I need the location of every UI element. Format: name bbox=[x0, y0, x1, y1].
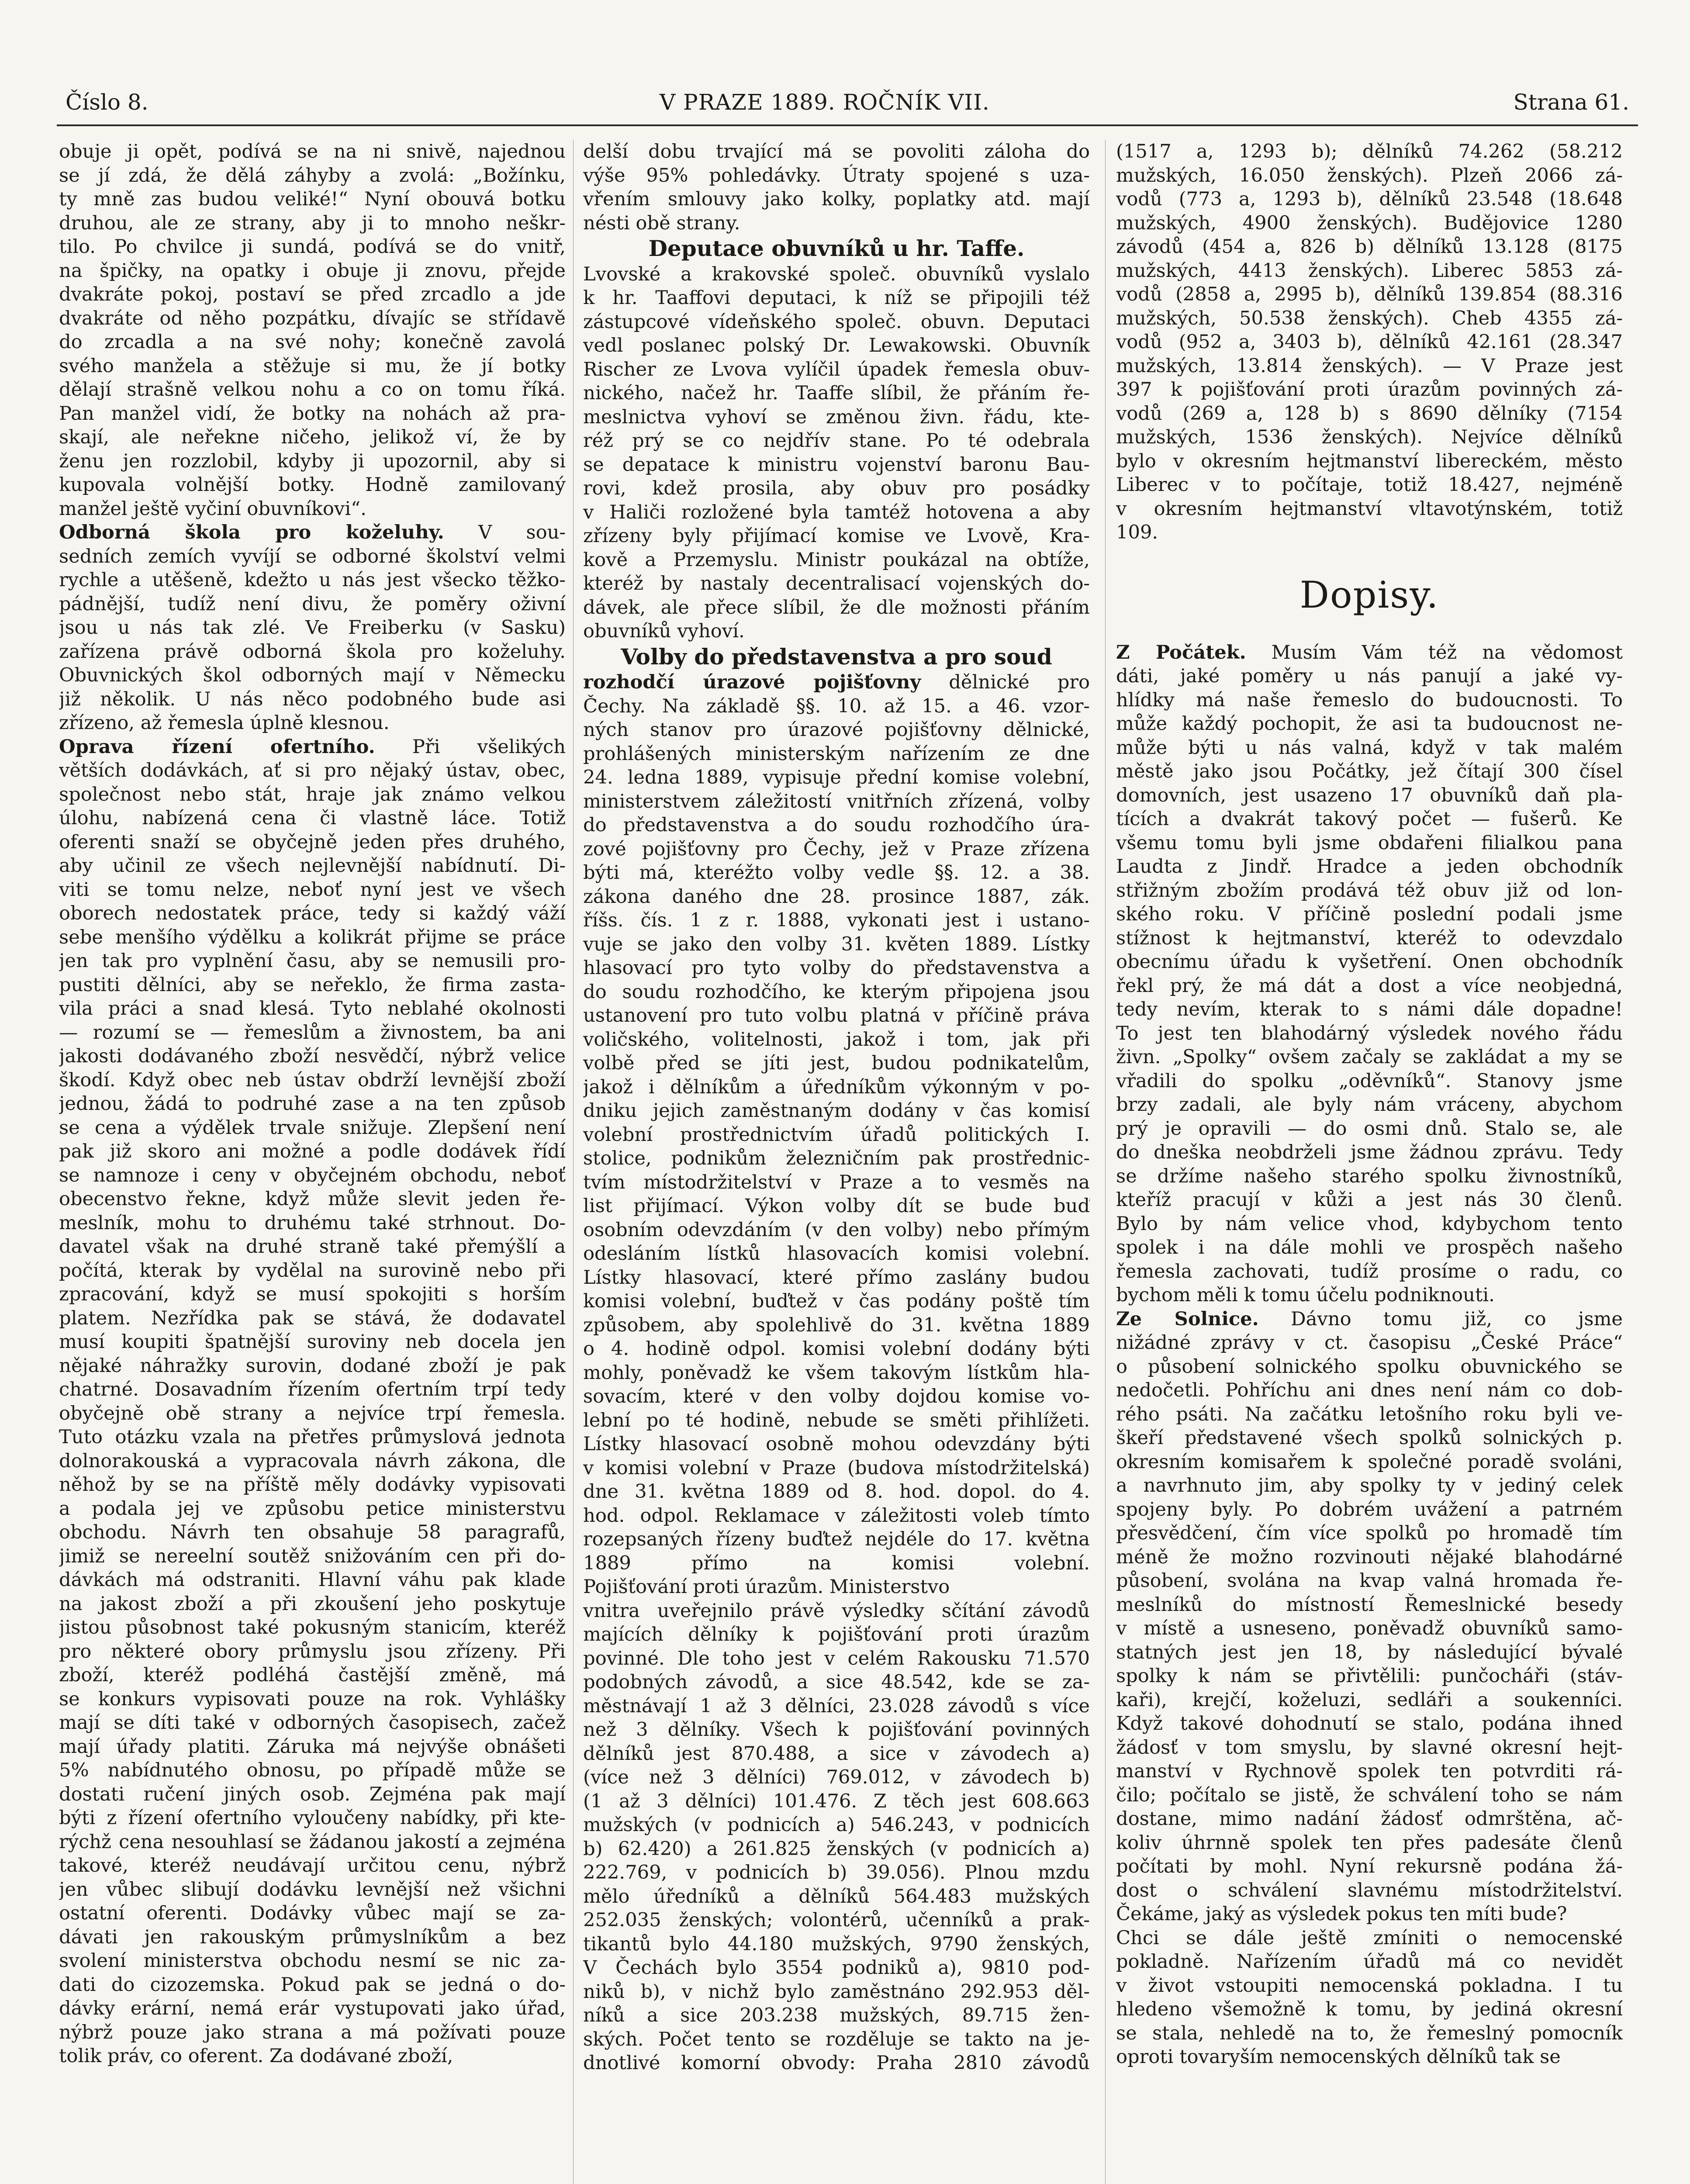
text-line: aby učinil ze všech nejlevnější nabídnutí. Di- bbox=[59, 855, 566, 877]
text-line: mužských, 16.050 ženských). Plzeň 2066 zá- bbox=[1116, 164, 1623, 187]
column-divider bbox=[1105, 140, 1106, 2184]
text-line: na jakost zboží a při zkoušení jeho poskytuje bbox=[59, 1593, 566, 1615]
text-line: dvakráte pokoj, postaví se před zrcadlo a jde bbox=[59, 283, 566, 305]
text-line: škodí. Když obec neb ústav obdrží levnější zboží bbox=[59, 1069, 566, 1091]
text-line: odesláním lístků hlasovacích komisi volební. bbox=[583, 1243, 1090, 1265]
text-line: povinné. Dle toho jest v celém Rakousku 71.570 bbox=[583, 1647, 1090, 1669]
text-line: dniku jejich zaměstnaným dodány v čas komisí bbox=[583, 1100, 1090, 1122]
text-line: do soudu rozhodčího, ke kterým připojena jsou bbox=[583, 981, 1090, 1003]
text-line: Chci se dále ještě zmíniti o nemocenské bbox=[1116, 1927, 1623, 1949]
text-line: počítati by mohl. Nyní rekursně podána žá- bbox=[1116, 1856, 1623, 1877]
text-line: zástupcové vídeňského společ. obuvn. Deputaci bbox=[583, 311, 1090, 333]
text-column-1 bbox=[59, 140, 566, 2184]
text-line: musí koupiti špatnější suroviny neb docela jen bbox=[59, 1331, 566, 1353]
text-line: škeří představené všech spolků solnických p. bbox=[1116, 1427, 1623, 1449]
article-heading: Deputace obuvníků u hr. Taffe. bbox=[648, 235, 1025, 261]
text-line: jednou, žádá to podruhé zase a na ten způsob bbox=[59, 1093, 566, 1115]
text-line: na špičky, na opatky i obuje ji znovu, přejde bbox=[59, 259, 566, 282]
text-line: dne 31. května 1889 od 8. hod. dopol. do 4. bbox=[583, 1481, 1090, 1503]
text-line: o působení solnického spolku obuvnického se bbox=[1116, 1355, 1623, 1378]
text-line: — rozumí se — řemeslům a živnostem, ba ani bbox=[59, 1021, 566, 1044]
text-line: nižádné zprávy v ct. časopisu „České Práce“ bbox=[1116, 1332, 1623, 1354]
text-line: dolnorakouská a vypracovala návrh zákona, dle bbox=[59, 1450, 566, 1472]
text-line: v Haliči rozložené byla tamtéž hotovena a aby bbox=[583, 501, 1090, 523]
text-line: dostati ručení jiných osob. Zejména pak mají bbox=[59, 1783, 566, 1805]
text-line: dnotlivé komorní obvody: Praha 2810 závodů bbox=[583, 2052, 1090, 2074]
text-line: společnost nebo stát, hraje jak známo velkou bbox=[59, 783, 566, 805]
text-line: manžel ještě vyčiní obuvníkovi“. bbox=[59, 498, 366, 520]
text-column-3 bbox=[1116, 140, 1623, 2184]
text-line: volbě před se jíti jest, budou podnikatelům, bbox=[583, 1052, 1090, 1074]
text-line: níků a sice 203.238 mužských, 89.715 žen- bbox=[583, 2004, 1090, 2026]
text-line: Obuvnických škol odborných mají v Německu bbox=[59, 664, 566, 686]
article-heading: Volby do představenstva a pro soud bbox=[621, 643, 1052, 670]
text-line: stolice, podnikům železničním pak prostřednic- bbox=[583, 1147, 1090, 1169]
text-line: výše 95% pohledávky. Útraty spojené s uza- bbox=[583, 164, 1090, 187]
text-line: tedy nevím, kterak to s námi dále dopadne! bbox=[1116, 999, 1623, 1020]
page-header bbox=[66, 90, 1629, 120]
text-line: volební prostřednictvím úřadů politických I. bbox=[583, 1123, 1090, 1146]
column-divider bbox=[573, 140, 574, 2184]
text-line: druhou, ale ze strany, aby ji to mnoho neškr- bbox=[59, 212, 566, 234]
header-rule bbox=[57, 124, 1638, 126]
text-line: vuje se jako den volby 31. květen 1889. Lístky bbox=[583, 933, 1090, 955]
text-line: Lvovské a krakovské společ. obuvníků vyslalo bbox=[583, 263, 1090, 285]
text-line: jen tak pro vyplnění času, aby se nemusili pro- bbox=[59, 950, 566, 972]
text-line: Když takové dohodnutí se stalo, podána ihned bbox=[1116, 1713, 1623, 1735]
text-line: větších dodávkách, ať si pro nějaký ústav, obec, bbox=[59, 760, 566, 781]
issue-number: Číslo 8. bbox=[66, 90, 149, 115]
text-line: zboží, kteréž podléhá častější změně, má bbox=[59, 1664, 566, 1686]
text-line: Čekáme, jaký as výsledek pokus ten míti bude? bbox=[1116, 1903, 1567, 1925]
text-line: v místě a usneseno, poněvadž obuvníků samo- bbox=[1116, 1617, 1623, 1639]
text-line: a navrhnuto jim, aby spolky ty v jediný celek bbox=[1116, 1475, 1623, 1496]
text-line: (více než 3 dělníci) 769.012, v závodech b) bbox=[583, 1766, 1090, 1788]
page-number: Strana 61. bbox=[1513, 90, 1629, 115]
text-line: vedl poslanec polský Dr. Lewakowski. Obuvník bbox=[583, 335, 1090, 356]
text-line: mělo úředníků a dělníků 564.483 mužských bbox=[583, 1885, 1090, 1908]
text-line: kupovala volnější botky. Hodně zamilovaný bbox=[59, 474, 566, 496]
text-line: platem. Nezřídka pak se stává, že dodavatel bbox=[59, 1307, 566, 1329]
text-line: jakosti dodávaného zboží nesvědčí, nýbrž velice bbox=[59, 1045, 566, 1067]
text-line: obecenstvo řekne, když může slevit jeden ře- bbox=[59, 1188, 566, 1210]
text-line: dávati jen rakouským průmyslníkům a bez bbox=[59, 1926, 566, 1948]
text-line: Pojišťování proti úrazům. Ministerstvo bbox=[583, 1576, 950, 1598]
text-line: se držíme našeho starého spolku živnostníků, bbox=[1116, 1165, 1623, 1187]
text-line: se stala, nehledě na to, že řemeslný pomocník bbox=[1116, 2022, 1623, 2044]
text-line: kaři), krejčí, koželuzi, sedláři a soukenníci. bbox=[1116, 1689, 1623, 1711]
article-lead-in: Ze Solnice. bbox=[1116, 1307, 1259, 1330]
text-line: o 4. hodině odpol. komisi volební dodány býti bbox=[583, 1338, 1090, 1360]
text-line: tolik práv, co oferent. Za dodávané zboží, bbox=[59, 2045, 453, 2067]
text-line: 24. ledna 1889, vypisuje přední komise volební, bbox=[583, 767, 1090, 788]
text-line: spolky k nám se přivtělili: punčocháři (stáv- bbox=[1116, 1665, 1623, 1687]
text-line: manství v Rychnově spolek ten potvrditi rá- bbox=[1116, 1760, 1623, 1782]
text-line: zřízeno, až řemesla úplně klesnou. bbox=[59, 712, 390, 734]
text-line: rovi, kdež prosila, aby obuv pro posádky bbox=[583, 477, 1090, 499]
text-line: meslník, mohu to druhému také strhnout. Do- bbox=[59, 1212, 566, 1234]
text-line: vnitra uveřejnilo právě výsledky sčítání závodů bbox=[583, 1600, 1090, 1622]
text-line: oborech nedostatek práce, tedy si každý váží bbox=[59, 902, 566, 924]
text-line: sebe menšího výdělku a kolikrát přijme se práce bbox=[59, 926, 566, 948]
text-line: pádnější, tudíž není divu, že poměry oživní bbox=[59, 593, 566, 615]
text-line: V Čechách bylo 3554 podniků a), 9810 pod- bbox=[583, 1957, 1090, 1979]
text-line: úlohu, nabízená cena či vlastně láce. Totiž bbox=[59, 807, 566, 829]
text-line: obyčejně obě strany a nejvíce trpí řemesla. bbox=[59, 1402, 566, 1424]
text-line: hod. odpol. Reklamace v záležitosti voleb tímto bbox=[583, 1504, 1090, 1527]
text-line: svolení ministerstva obchodu nesmí se nic za- bbox=[59, 1950, 566, 1972]
text-line: stížnost k hejtmanství, kteréž to odevzdalo bbox=[1116, 927, 1623, 949]
text-line: ostatní oferenti. Dodávky vůbec mají se za- bbox=[59, 1902, 566, 1924]
text-line: sedních zemích vyvíjí se odborné školství velmi bbox=[59, 545, 566, 567]
text-line: zařízena právě odborná škola pro koželuhy. bbox=[59, 640, 566, 663]
text-line: dati do cizozemska. Pokud pak se jedná o do- bbox=[59, 1973, 566, 1996]
text-line: dávkách má odstraniti. Hlavní váhu pak klade bbox=[59, 1569, 566, 1591]
text-line: v život vstoupiti nemocenská pokladna. I tu bbox=[1116, 1974, 1623, 1997]
article-lead-in: rozhodčí úrazové pojišťovny bbox=[583, 671, 921, 693]
text-line: býti má, kteréžto volby vedle §§. 12. a 38. bbox=[583, 862, 1090, 884]
text-line: pak již skoro ani možné a podle dodávek řídí bbox=[59, 1140, 566, 1162]
text-line: může býti u nás valná, když v tak malém bbox=[1116, 736, 1623, 759]
text-line: méně že možno rozvinouti nějaké blahodárné bbox=[1116, 1546, 1623, 1568]
text-line: řekl prý, že má dát a dost a více neobjedná, bbox=[1116, 975, 1623, 997]
text-line: obchodu. Návrh ten obsahuje 58 paragrafů, bbox=[59, 1521, 566, 1543]
text-line: nického, načež hr. Taaffe slíbil, že přáním ře- bbox=[583, 382, 1090, 404]
text-line: domovních, jest usazeno 17 obuvníků daň pla- bbox=[1116, 784, 1623, 806]
text-line: do představenstva a do soudu rozhodčího úra- bbox=[583, 814, 1090, 836]
text-line: bylo v okresním hejtmanství libereckém, město bbox=[1116, 450, 1623, 472]
text-line: mužských (v podnicích a) 546.243, v podnicích bbox=[583, 1814, 1090, 1836]
text-line: tících a dvakrát takový počet — fušerů. Ke bbox=[1116, 808, 1623, 830]
text-line: řemesla zachovati, tudíž prosíme o radu, co bbox=[1116, 1260, 1623, 1282]
text-line: se jí zdá, že dělá záhyby a zvolá: „Božínku, bbox=[59, 164, 566, 187]
text-line: kteréž by nastaly decentralisací vojenských do- bbox=[583, 573, 1090, 594]
text-line: Laudta z Jindř. Hradce a jeden obchodník bbox=[1116, 856, 1623, 878]
text-line: tvím místodržitelství v Praze a to vesměs na bbox=[583, 1171, 1090, 1193]
text-line: mohly, poněvadž ke všem takovým lístkům hla- bbox=[583, 1362, 1090, 1384]
text-line: mužských, 4413 ženských). Liberec 5853 zá- bbox=[1116, 259, 1623, 282]
text-line: To jest ten blahodárný výsledek nového řádu bbox=[1116, 1022, 1623, 1044]
text-line: v komisi volební v Praze (budova místodržitelská) bbox=[583, 1457, 1090, 1479]
text-line: býti z řízení ofertního vyloučeny nabídky, při kte- bbox=[59, 1807, 566, 1829]
text-line: dostane, mimo nadání žádosť odmrštěna, ač- bbox=[1116, 1808, 1623, 1830]
text-line: říšs. čís. 1 z r. 1888, vykonati jest i ustano- bbox=[583, 909, 1090, 931]
text-line: mají se díti také v odborných časopisech, začež bbox=[59, 1712, 566, 1734]
text-line: brzy zadali, ale byly nám vráceny, abychom bbox=[1116, 1094, 1623, 1116]
text-line: 222.769, v podnicích b) 39.056). Plnou mzdu bbox=[583, 1862, 1090, 1883]
text-line: Liberec v to počítaje, totiž 18.427, nejméně bbox=[1116, 474, 1623, 496]
text-line: davatel však na druhé straně také přemýšlí a bbox=[59, 1236, 566, 1258]
text-line: ministerstvem záležitostí vnitřních zřízená, volby bbox=[583, 790, 1090, 812]
text-line: vodů (2858 a, 2995 b), dělníků 139.854 (88.316 bbox=[1116, 283, 1623, 305]
text-line: jimiž se nereelní soutěž snižováním cen při do- bbox=[59, 1545, 566, 1567]
text-line: se depatace k ministru vojenství baronu Bau- bbox=[583, 453, 1090, 476]
text-line: dost o schválení slavnému místodržitelství. bbox=[1116, 1879, 1623, 1901]
text-line: působení, svolána na kvap valná hromada ře- bbox=[1116, 1570, 1623, 1592]
text-line: živn. „Spolky“ ovšem začaly se zakládat a my se bbox=[1116, 1046, 1623, 1068]
text-line: svého manžela a stěžuje si mu, že jí botky bbox=[59, 355, 566, 377]
text-line: Oprava řízení ofertního. Při všelikých bbox=[59, 735, 566, 758]
text-line: 397 k pojišťování proti úrazům povinných zá- bbox=[1116, 379, 1623, 401]
text-line: do zrcadla a na své nohy; konečně zavolá bbox=[59, 331, 566, 353]
text-line: dělají strašně velkou nohu a co on tomu říká. bbox=[59, 379, 566, 401]
text-line: Rischer ze Lvova vylíčil úpadek řemesla obuv- bbox=[583, 358, 1090, 380]
text-line: (1 až 3 dělníci) 101.476. Z těch jest 608.663 bbox=[583, 1790, 1090, 1812]
text-line: zákona daného dne 28. prosince 1887, zák. bbox=[583, 885, 1090, 908]
masthead-title: V PRAZE 1889. ROČNÍK VII. bbox=[660, 90, 990, 115]
text-line: městnávají 1 až 3 dělníci, 23.028 závodů s více bbox=[583, 1695, 1090, 1717]
text-line: koliv úhrnně spolek ten přes padesáte členů bbox=[1116, 1832, 1623, 1854]
text-line: Pan manžel vidí, že botky na nohách až pra- bbox=[59, 402, 566, 425]
text-line: dělníků jest 870.488, a sice v závodech a) bbox=[583, 1742, 1090, 1765]
text-line: mužských, 13.814 ženských). — V Praze jest bbox=[1116, 355, 1623, 377]
text-line: Lístky hlasovací osobně mohou odevzdány býti bbox=[583, 1433, 1090, 1455]
text-line: Čechy. Na základě §§. 10. až 15. a 46. vzor- bbox=[583, 695, 1090, 717]
text-line: tikantů bylo 44.180 mužských, 9790 ženských, bbox=[583, 1933, 1090, 1955]
text-line: pokladně. Nařízením úřadů má co nevidět bbox=[1116, 1951, 1623, 1973]
text-line: všemu tomu byli jsme obdařeni filialkou pana bbox=[1116, 832, 1623, 854]
text-line: majících dělníky k pojišťování proti úrazům bbox=[583, 1624, 1090, 1645]
text-line: vodů (773 a, 1293 b), dělníků 23.548 (18.648 bbox=[1116, 188, 1623, 210]
text-line: ského roku. V příčině poslední podali jsme bbox=[1116, 903, 1623, 925]
text-line: něhož by se na příště měly dodávky vypisovati bbox=[59, 1474, 566, 1496]
text-line: Ze Solnice. Dávno tomu již, co jsme bbox=[1116, 1307, 1623, 1330]
text-line: než 3 dělníky. Všech k pojišťování povinných bbox=[583, 1719, 1090, 1741]
text-line: 1889 přímo na komisi volební. bbox=[583, 1552, 1090, 1574]
text-line: kově a Przemyslu. Ministr poukázal na obtíže, bbox=[583, 549, 1090, 571]
text-line: vřadili do spolku „oděvníků“. Stanovy jsme bbox=[1116, 1070, 1623, 1092]
text-line: dávky erární, nemá erár vystupovati jako úřad, bbox=[59, 1997, 566, 2019]
text-line: 252.035 ženských; volontérů, učenníků a prak- bbox=[583, 1909, 1090, 1931]
text-line: hlasovací pro tyto volby do představenstva a bbox=[583, 957, 1090, 979]
text-line: réž prý se co nejdřív stane. Po té odebrala bbox=[583, 430, 1090, 452]
text-line: mužských, 1536 ženských). Nejvíce dělníků bbox=[1116, 426, 1623, 448]
text-line: niků b), v nichž bylo zaměstnáno 292.953 děl- bbox=[583, 1980, 1090, 2003]
text-line: ských. Počet tento se rozděluje se takto na je- bbox=[583, 2028, 1090, 2050]
text-line: žádosť v tom smyslu, by slavné okresní hejt- bbox=[1116, 1736, 1623, 1759]
text-line: hlídky má naše řemeslo do budoucnosti. To bbox=[1116, 689, 1623, 711]
text-line: zpracování, když se musí spokojiti s horším bbox=[59, 1283, 566, 1305]
text-line: oproti tovaryším nemocenských dělníků tak se bbox=[1116, 2046, 1561, 2068]
text-line: vodů (952 a, 3403 b), dělníků 42.161 (28.347 bbox=[1116, 331, 1623, 353]
text-line: prý je opravili — do osmi dnů. Stalo se, ale bbox=[1116, 1117, 1623, 1140]
text-line: k hr. Taaffovi deputaci, k níž se připojili též bbox=[583, 287, 1090, 309]
text-line: dáti, jaké poměry u nás panují a jaké vy- bbox=[1116, 665, 1623, 687]
text-line: rozepsaných řízeny buďtež nejdéle do 17. května bbox=[583, 1528, 1090, 1550]
text-line: b) 62.420) a 261.825 ženských (v podnicích a) bbox=[583, 1838, 1090, 1860]
text-line: ty mně zas budou veliké!“ Nyní obouvá botku bbox=[59, 188, 566, 210]
text-line: jistou působnost také pokusným stanicím, kteréž bbox=[59, 1617, 566, 1638]
text-line: podobných závodů, a sice 48.542, kde se za- bbox=[583, 1671, 1090, 1693]
text-line: 109. bbox=[1116, 522, 1158, 543]
text-line: tilo. Po chvilce ji sundá, podívá se do vnitř, bbox=[59, 236, 566, 258]
article-lead-in: Z Počátek. bbox=[1116, 641, 1246, 663]
text-line: může každý pochopit, že asi ta budoucnost ne- bbox=[1116, 713, 1623, 735]
text-line: jen vůbec slibují dodávku levnější než všichni bbox=[59, 1878, 566, 1901]
text-line: statných jest jen 18, by následující bývalé bbox=[1116, 1641, 1623, 1663]
article-lead-in: Odborná škola pro koželuhy. bbox=[59, 521, 444, 543]
statistics-continuation bbox=[1116, 140, 1623, 545]
text-line: obuje ji opět, podívá se na ni snivě, najednou bbox=[59, 141, 566, 162]
text-line: ustanovení pro tuto volbu platná v příčině práva bbox=[583, 1005, 1090, 1026]
text-line: vila práci a snad klesá. Tyto neblahé okolnosti bbox=[59, 998, 566, 1019]
section-title: Dopisy. bbox=[1299, 573, 1439, 616]
text-line: viti se tomu nelze, neboť nyní jest ve všech bbox=[59, 878, 566, 901]
text-line: takové, kteréž neudávají určitou cenu, nýbrž bbox=[59, 1855, 566, 1876]
text-line: rychle a utěšeně, kdežto u nás jest všecko těžko- bbox=[59, 569, 566, 591]
text-line: osobním odevzdáním (v den volby) nebo přímým bbox=[583, 1219, 1090, 1241]
text-line: městě jako jsou Počátky, jež čítají 300 čísel bbox=[1116, 760, 1623, 782]
text-line: dvakráte od něho pozpátku, dívajíc se střídavě bbox=[59, 307, 566, 329]
text-line: již několik. U nás něco podobného bude asi bbox=[59, 688, 566, 710]
text-line: se cena a výdělek trvale snižuje. Zlepšení není bbox=[59, 1116, 566, 1139]
text-line: jakož i dělníkům a úředníkům výkonným v po- bbox=[583, 1076, 1090, 1098]
text-line: střižným zbožím prodává též obuv již od lon- bbox=[1116, 879, 1623, 902]
text-line: okresním komisařem k společné poradě svoláni, bbox=[1116, 1451, 1623, 1473]
text-line: pustiti dělníci, aby se neřeklo, že firma zasta- bbox=[59, 974, 566, 996]
text-line: rýchž cena nesouhlasí se žádanou jakostí a zejména bbox=[59, 1831, 566, 1853]
text-line: nějaké náhražky surovin, dodané zboží je pak bbox=[59, 1355, 566, 1377]
text-line: lební po té hodině, nebude se směti přihlížeti. bbox=[583, 1409, 1090, 1431]
letters-section bbox=[1116, 641, 1623, 2069]
text-line: nedočetli. Pohříchu ani dnes není nám co dob- bbox=[1116, 1379, 1623, 1401]
text-line: mužských, 50.538 ženských). Cheb 4355 zá- bbox=[1116, 307, 1623, 329]
text-line: pro některé obory průmyslu jsou zřízeny. Při bbox=[59, 1640, 566, 1662]
text-line: v okresním hejtmanství vltavotýnském, totiž bbox=[1116, 498, 1623, 520]
text-line: a podala jej ve způsobu petice ministerstvu bbox=[59, 1497, 566, 1520]
text-line: přesvědčení, čím více spolků po hromadě tím bbox=[1116, 1522, 1623, 1544]
text-line: komisi volební, buďtež v čas podány poště tím bbox=[583, 1290, 1090, 1312]
text-line: spolek i na dále mohli ve prospěch našeho bbox=[1116, 1237, 1623, 1258]
text-line: závodů (454 a, 826 b) dělníků 13.128 (8175 bbox=[1116, 236, 1623, 258]
text-line: Lístky hlasovací, které přímo zaslány budou bbox=[583, 1266, 1090, 1289]
text-line: meslnictva vyhoví se změnou živn. řádu, kte- bbox=[583, 406, 1090, 428]
text-line: sovacím, které v den volby dojdou komise vo- bbox=[583, 1386, 1090, 1407]
text-line: spojeny byly. Po dobrém uvážení a patrném bbox=[1116, 1498, 1623, 1521]
text-line: obuvníků vyhoví. bbox=[583, 620, 745, 642]
text-line: ženu jen rozzlobil, kdyby ji upozornil, aby si bbox=[59, 450, 566, 472]
text-line: voličského, volitelnosti, jakož i tom, jak při bbox=[583, 1028, 1090, 1051]
text-line: vřením smlouvy jako kolky, poplatky atd. mají bbox=[583, 188, 1090, 210]
text-line: vodů (269 a, 128 b) s 8690 dělníky (7154 bbox=[1116, 402, 1623, 425]
text-line: skají, ale neřekne ničeho, jelikož ví, že by bbox=[59, 426, 566, 448]
text-line: se konkurs vypisovati pouze na rok. Vyhlášky bbox=[59, 1688, 566, 1710]
text-line: oferenti snaží se obyčejně jeden přes druhého, bbox=[59, 831, 566, 853]
text-column-2 bbox=[583, 140, 1090, 2184]
text-line: nýbrž pouze jako strana a má požívati pouze bbox=[59, 2021, 566, 2043]
text-line: delší dobu trvající má se povoliti záloha do bbox=[583, 141, 1090, 162]
text-line: prohlášených ministerským nařízením ze dne bbox=[583, 743, 1090, 765]
text-line: zřízeny byly přijímací komise ve Lvově, Kra- bbox=[583, 525, 1090, 547]
text-line: chatrné. Dosavadním řízením ofertním trpí tedy bbox=[59, 1379, 566, 1400]
text-line: ných stanov pro úrazové pojišťovny dělnické, bbox=[583, 719, 1090, 741]
text-line: list přijímací. Výkon volby dít se bude buď bbox=[583, 1195, 1090, 1217]
text-line: Tuto otázku vzala na přetřes průmyslová jednota bbox=[59, 1426, 566, 1448]
text-line: Bylo by nám velice vhod, kdybychom tento bbox=[1116, 1213, 1623, 1235]
text-line: mají úřady platiti. Záruka má nejvýše obnášeti bbox=[59, 1735, 566, 1758]
text-line: způsobem, aby spolehlivě do 31. května 1889 bbox=[583, 1314, 1090, 1336]
text-line: kteříž pracují v kůži a jest nás 30 členů. bbox=[1116, 1189, 1623, 1211]
text-line: zové pojišťovny pro Čechy, jež v Praze zřízena bbox=[583, 838, 1090, 860]
text-line: do dneška neobdrželi jsme žádnou zprávu. Tedy bbox=[1116, 1141, 1623, 1163]
article-lead-in: Oprava řízení ofertního. bbox=[59, 735, 375, 758]
text-line: mužských, 4900 ženských). Budějovice 1280 bbox=[1116, 212, 1623, 234]
text-line: hledeno všemožně k tomu, by jediná okresní bbox=[1116, 1998, 1623, 2020]
text-line: jsou u nás tak zlé. Ve Freiberku (v Sasku) bbox=[59, 617, 566, 639]
text-line: čilo; počítalo se jistě, že schválení toho se nám bbox=[1116, 1784, 1623, 1806]
text-line: 5% nabídnutého obnosu, po případě může se bbox=[59, 1759, 566, 1781]
text-line: nésti obě strany. bbox=[583, 212, 740, 234]
text-line: rozhodčí úrazové pojišťovny dělnické pro bbox=[583, 671, 1090, 693]
text-line: dávek, ale přece slíbil, že dle možnosti přáním bbox=[583, 596, 1090, 619]
text-line: (1517 a, 1293 b); dělníků 74.262 (58.212 bbox=[1116, 141, 1623, 162]
text-line: se namnoze i ceny v obyčejném obchodu, neboť bbox=[59, 1164, 566, 1186]
text-line: Odborná škola pro koželuhy. V sou- bbox=[59, 521, 566, 543]
text-line: počítá, kterak by vydělal na surovině nebo při bbox=[59, 1259, 566, 1282]
text-line: rého psáti. Na začátku letošního roku byli ve- bbox=[1116, 1403, 1623, 1425]
text-line: Z Počátek. Musím Vám též na vědomost bbox=[1116, 641, 1623, 663]
text-line: bychom měli k tomu účelu podniknouti. bbox=[1116, 1284, 1495, 1306]
text-line: obecnímu úřadu k vyšetření. Onen obchodník bbox=[1116, 951, 1623, 973]
text-line: meslníků do místností Řemeslnické besedy bbox=[1116, 1593, 1623, 1616]
